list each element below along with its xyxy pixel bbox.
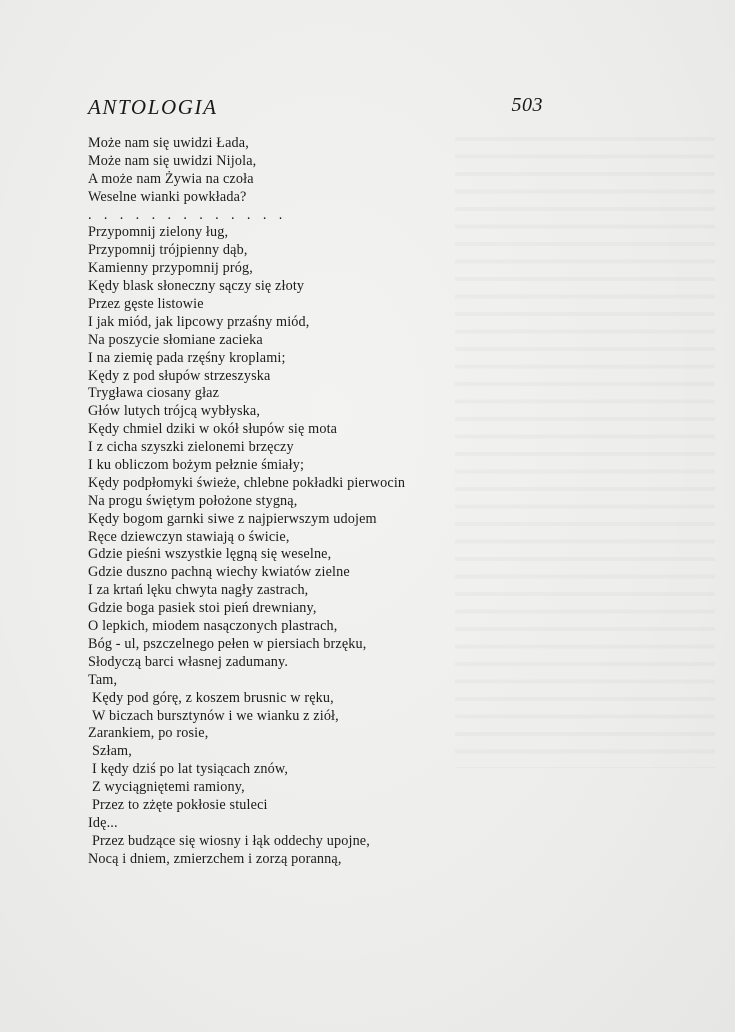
poem-line: O lepkich, miodem nasączonych plastrach, xyxy=(88,618,338,635)
poem-line: Słodyczą barci własnej zadumany. xyxy=(88,653,289,670)
poem-line: I z cicha szyszki zielonemi brzęczy xyxy=(88,439,294,456)
poem-line: Trygława ciosany głaz xyxy=(88,385,220,402)
poem-line: Gdzie duszno pachną wiechy kwiatów zielne xyxy=(88,564,350,581)
poem-line: Może nam się uwidzi Nijola, xyxy=(88,152,257,169)
poem-line: Gdzie pieśni wszystkie lęgną się weselne, xyxy=(88,546,332,563)
poem-line: Przypomnij zielony ług, xyxy=(88,224,229,241)
poem-line: Tam, xyxy=(88,671,118,688)
poem-line: Kędy chmiel dziki w okół słupów się mota xyxy=(88,421,338,438)
poem-line: Kędy podpłomyki świeże, chlebne pokładki pierwocin xyxy=(88,474,406,491)
poem-line: Bóg - ul, pszczelnego pełen w piersiach brzęku, xyxy=(88,635,367,652)
poem-line: Z wyciągniętemi ramiony, xyxy=(92,779,245,796)
poem-line: Głów lutych trójcą wybłyska, xyxy=(88,403,261,420)
poem-line: Przez gęste listowie xyxy=(88,296,204,313)
poem-line: Nocą i dniem, zmierzchem i zorzą poranną, xyxy=(88,850,342,867)
poem-line: Na progu świętym położone stygną, xyxy=(88,492,298,509)
poem-line: Kędy bogom garnki siwe z najpierwszym udojem xyxy=(88,510,377,527)
poem-line: Przypomnij trójpienny dąb, xyxy=(88,242,248,259)
poem-line: Zarankiem, po rosie, xyxy=(88,725,209,742)
poem-line: Przez to zżęte pokłosie stuleci xyxy=(92,796,268,813)
poem-line: Kędy blask słoneczny sączy się złoty xyxy=(88,278,305,295)
poem-line: Weselne wianki powkłada? xyxy=(88,188,247,205)
poem-line: I na ziemię pada rzęśny kroplami; xyxy=(88,349,286,366)
poem-line: Przez budzące się wiosny i łąk oddechy upojne, xyxy=(92,832,370,849)
poem-line: Kamienny przypomnij próg, xyxy=(88,260,253,277)
poem-line: Idę... xyxy=(88,814,118,831)
poem-line: Ręce dziewczyn stawiają o świcie, xyxy=(88,528,290,545)
poem-line: I jak miód, jak lipcowy przaśny miód, xyxy=(88,313,310,330)
poem-line: I za krtań lęku chwyta nagły zastrach, xyxy=(88,582,309,599)
poem-line: Kędy z pod słupów strzeszyska xyxy=(88,367,271,384)
poem-text xyxy=(88,135,468,869)
running-head xyxy=(88,95,543,125)
poem-line: Kędy pod górę, z koszem brusnic w ręku, xyxy=(92,689,334,706)
ellipsis-divider: . . . . . . . . . . . . . xyxy=(88,206,287,223)
poem-line: A może nam Żywia na czoła xyxy=(88,170,254,187)
poem-line: I kędy dziś po lat tysiącach znów, xyxy=(92,761,289,778)
poem-line: I ku obliczom bożym pełznie śmiały; xyxy=(88,457,305,474)
running-title: ANTOLOGIA xyxy=(88,95,218,119)
poem-line: W biczach bursztynów i we wianku z ziół, xyxy=(92,707,339,724)
poem-line: Szłam, xyxy=(92,743,132,760)
poem-line: Może nam się uwidzi Łada, xyxy=(88,135,249,151)
page-number: 503 xyxy=(511,94,543,116)
poem-line: Gdzie boga pasiek stoi pień drewniany, xyxy=(88,600,317,617)
poem-line: Na poszycie słomiane zacieka xyxy=(88,331,263,348)
